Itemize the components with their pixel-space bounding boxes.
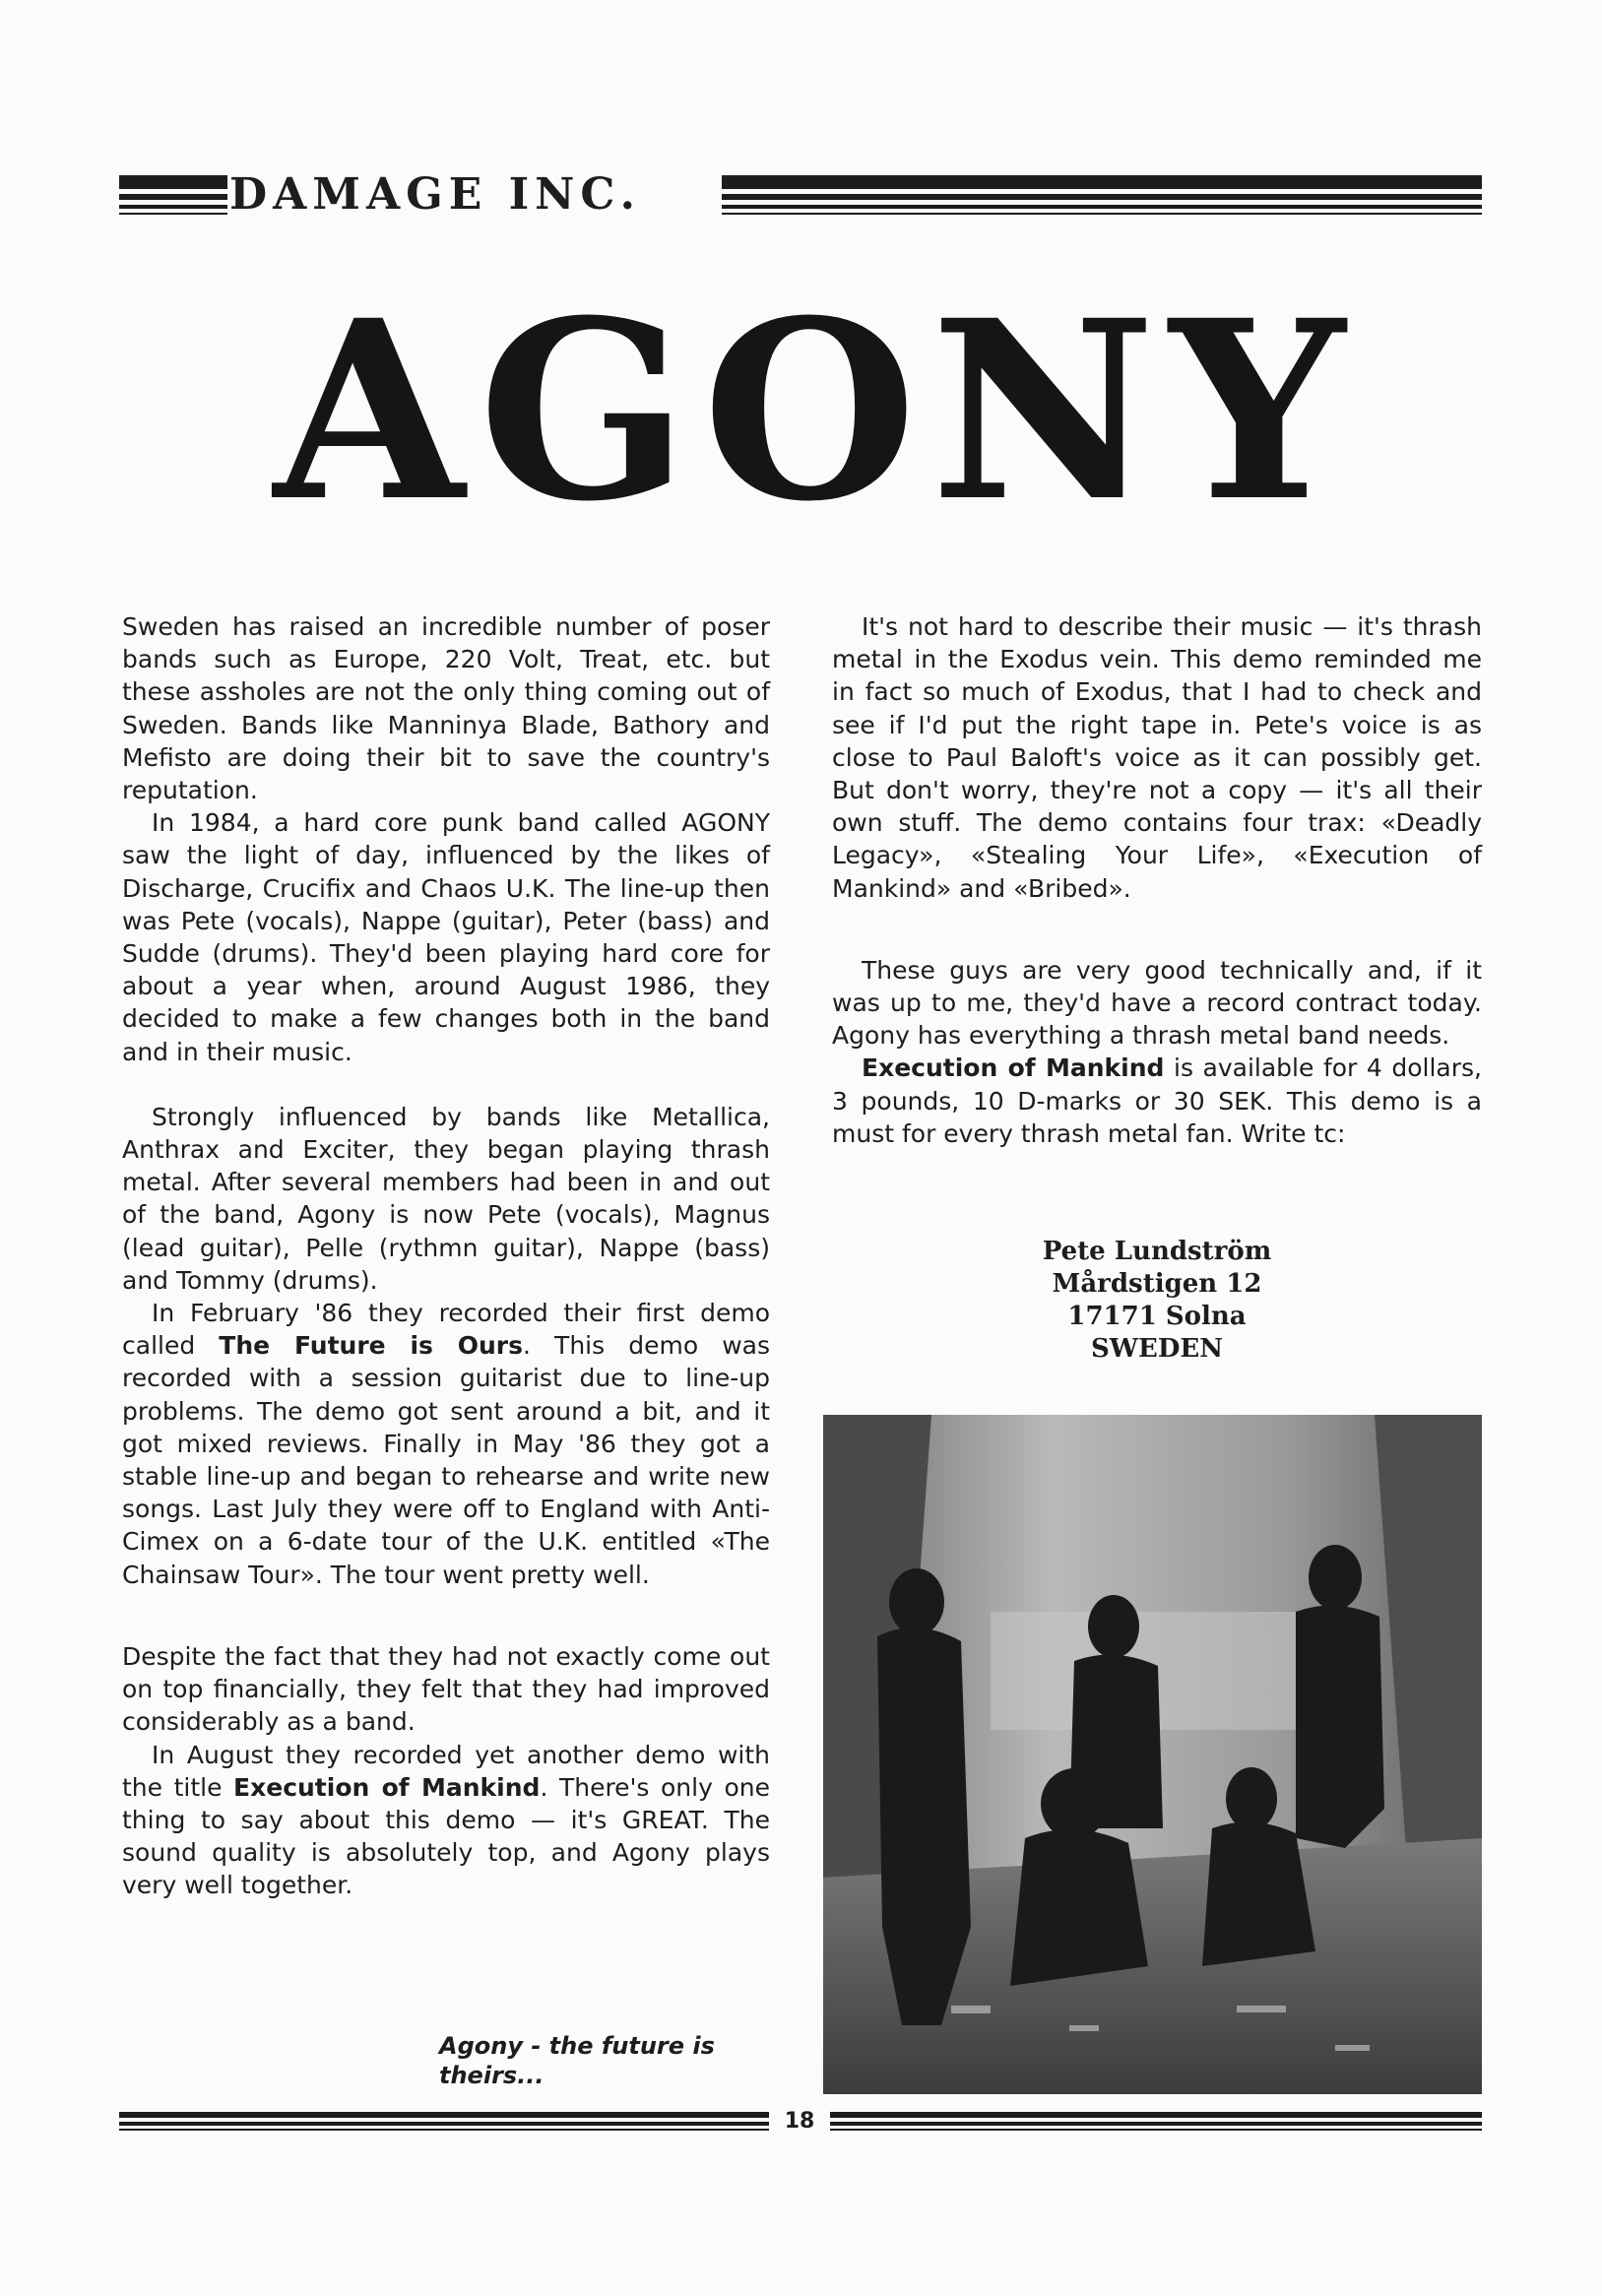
paragraph: In February '86 they recorded their first demo called The Future is Ours. This demo was recorded with a session guitarist due to line-up problems. The demo got sent around a bit, and it got mixed reviews. Finally in May '86 they got a stable line-up and began to rehearse and write new songs. Last July they were off to England with Anti-Cimex on a 6-date tour of the U.K. entitled «The Chainsaw Tour». The tour went pretty well.: [122, 1299, 770, 1589]
footer-rule-left: [119, 2112, 769, 2130]
address-country: SWEDEN: [1091, 1334, 1223, 1364]
page-number: 18: [784, 2109, 815, 2134]
header-rule-left: [119, 175, 227, 215]
paragraph: Strongly influenced by bands like Metallica, Anthrax and Exciter, they began playing thrash metal. After several members had been in and out of the band, Agony is now Pete (vocals), Magnus (lead guitar), Pelle (rythmn guitar), Nappe (bass) and Tommy (drums).: [122, 1102, 770, 1295]
address-street: Mårdstigen 12: [1052, 1269, 1262, 1299]
band-photo: [823, 1415, 1482, 2094]
section-header: [119, 169, 1482, 221]
demo-title: The Future is Ours: [219, 1331, 524, 1361]
paragraph: In 1984, a hard core punk band called AGONY saw the light of day, influenced by the likes of Discharge, Crucifix and Chaos U.K. The line-up then was Pete (vocals), Nappe (guitar), Peter (bass) and Sudde (drums). They'd been playing hard core for about a year when, around August 1986, they decided to make a few changes both in the band and in their music.: [122, 808, 770, 1066]
address-name: Pete Lundström: [1042, 1237, 1272, 1266]
photo-caption: Agony - the future is theirs...: [439, 2032, 715, 2089]
paragraph: Execution of Mankind is available for 4 dollars, 3 pounds, 10 D-marks or 30 SEK. This demo is a must for every thrash metal fan. Write tc:: [832, 1053, 1482, 1148]
contact-address: [945, 1236, 1369, 1366]
paragraph: These guys are very good technically and, if it was up to me, they'd have a record contract today. Agony has everything a thrash metal band needs.: [832, 955, 1482, 1051]
right-column: [832, 610, 1482, 1150]
footer-rule-right: [830, 2112, 1482, 2130]
demo-title: Execution of Mankind: [233, 1772, 541, 1802]
paragraph: Despite the fact that they had not exactly come out on top financially, they felt that they had improved considerably as a band.: [122, 1641, 770, 1737]
address-city: 17171 Solna: [1067, 1302, 1247, 1331]
left-column: [122, 610, 770, 1902]
paragraph: It's not hard to describe their music — it's thrash metal in the Exodus vein. This demo reminded me in fact so much of Exodus, that I had to check and see if I'd put the right tape in. Pete's voice is as close to Paul Baloft's voice as it can possibly get. But don't worry, they're not a copy — it's all their own stuff. The demo contains four trax: «Deadly Legacy», «Stealing Your Life», «Execution of Mankind» and «Bribed».: [832, 612, 1482, 903]
demo-title: Execution of Mankind: [862, 1053, 1165, 1083]
paragraph: Sweden has raised an incredible number of poser bands such as Europe, 220 Volt, Treat, etc. but these assholes are not the only thing coming out of Sweden. Bands like Manninya Blade, Bathory and Mefisto are doing their bit to save the country's reputation.: [122, 612, 770, 805]
band-photo-icon: [823, 1415, 1482, 2094]
section-title: DAMAGE INC.: [229, 169, 641, 220]
paragraph: In August they recorded yet another demo with the title Execution of Mankind. There's only one thing to say about this demo — it's GREAT. The sound quality is absolutely top, and Agony plays very well together.: [122, 1740, 770, 1900]
article-title: AGONY: [273, 266, 1360, 555]
header-rule-right: [722, 175, 1482, 215]
band-logo: [250, 258, 1382, 573]
page-footer: [119, 2110, 1482, 2134]
